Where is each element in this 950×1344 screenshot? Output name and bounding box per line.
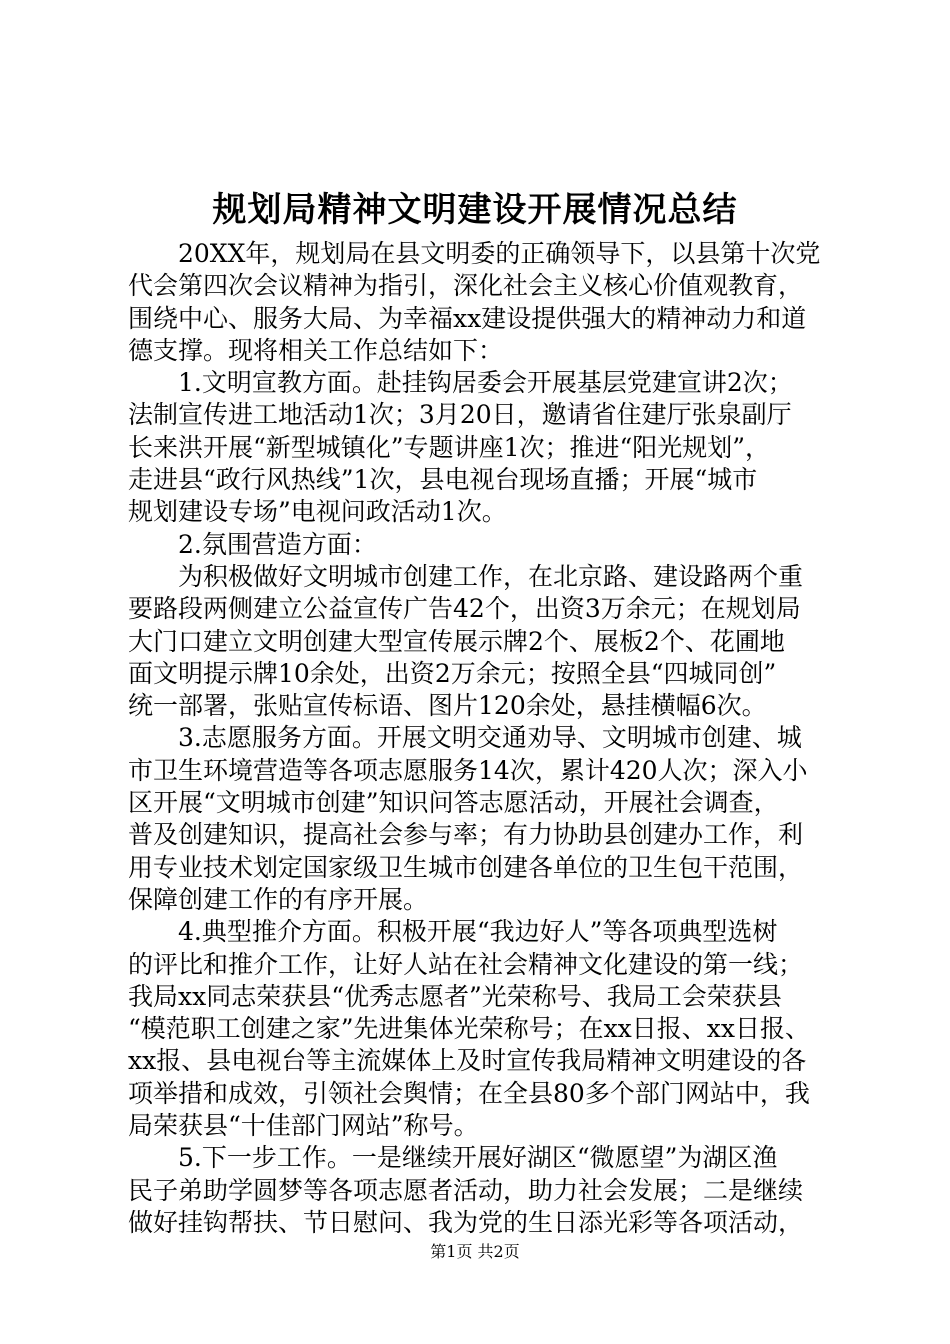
body-line: 民子弟助学圆梦等各项志愿者活动，助力社会发展；二是继续 xyxy=(128,1175,804,1205)
body-line: 规划建设专场”电视问政活动1次。 xyxy=(128,497,507,527)
body-line: 1.文明宣教方面。赴挂钩居委会开展基层党建宣讲2次； xyxy=(128,368,793,398)
body-line: 为积极做好文明城市创建工作，在北京路、建设路两个重 xyxy=(128,561,804,591)
document-title: 规划局精神文明建设开展情况总结 xyxy=(212,190,738,230)
document-body xyxy=(128,238,834,1239)
body-line: “模范职工创建之家”先进集体光荣称号；在xx日报、xx日报、 xyxy=(128,1014,810,1044)
body-line: 2.氛围营造方面： xyxy=(128,529,377,559)
body-line: 区开展“文明城市创建”知识问答志愿活动，开展社会调查， xyxy=(128,788,779,818)
body-line: 3.志愿服务方面。开展文明交通劝导、文明城市创建、城 xyxy=(128,723,802,753)
body-line: 长来洪开展“新型城镇化”专题讲座1次；推进“阳光规划”， xyxy=(128,432,771,462)
body-line: 4.典型推介方面。积极开展“我边好人”等各项典型选树 xyxy=(128,917,778,947)
body-line: 做好挂钩帮扶、节日慰问、我为党的生日添光彩等各项活动， xyxy=(128,1207,804,1237)
body-line: 要路段两侧建立公益宣传广告42个，出资3万余元；在规划局 xyxy=(128,594,801,624)
body-line: 20XX年，规划局在县文明委的正确领导下，以县第十次党 xyxy=(128,239,821,268)
body-line: 法制宣传进工地活动1次；3月20日，邀请省住建厅张泉副厅 xyxy=(128,400,792,430)
body-line: 我局xx同志荣获县“优秀志愿者”光荣称号、我局工会荣获县 xyxy=(128,981,782,1011)
body-line: 围绕中心、服务大局、为幸福xx建设提供强大的精神动力和道 xyxy=(128,303,807,333)
body-line: 德支撑。现将相关工作总结如下： xyxy=(128,335,504,365)
body-line: 普及创建知识，提高社会参与率；有力协助县创建办工作，利 xyxy=(128,820,804,850)
body-line: 5.下一步工作。一是继续开展好湖区“微愿望”为湖区渔 xyxy=(128,1143,778,1173)
body-line: 项举措和成效，引领社会舆情；在全县80多个部门网站中，我 xyxy=(128,1078,810,1108)
body-line: 保障创建工作的有序开展。 xyxy=(128,884,429,914)
body-line: 走进县“政行风热线”1次，县电视台现场直播；开展“城市 xyxy=(128,465,758,495)
body-line: 统一部署，张贴宣传标语、图片120余处，悬挂横幅6次。 xyxy=(128,691,767,721)
body-line: 的评比和推介工作，让好人站在社会精神文化建设的第一线； xyxy=(128,949,804,979)
body-line: 大门口建立文明创建大型宣传展示牌2个、展板2个、花圃地 xyxy=(128,626,785,656)
page-footer: 第1页 共2页 xyxy=(430,1242,520,1261)
body-line: 面文明提示牌10余处，出资2万余元；按照全县“四城同创” xyxy=(128,658,777,688)
body-line: 市卫生环境营造等各项志愿服务14次，累计420人次；深入小 xyxy=(128,755,808,785)
body-line: xx报、县电视台等主流媒体上及时宣传我局精神文明建设的各 xyxy=(128,1046,807,1076)
body-line: 局荣获县“十佳部门网站”称号。 xyxy=(128,1111,479,1141)
body-line: 代会第四次会议精神为指引，深化社会主义核心价值观教育， xyxy=(128,271,804,301)
body-line: 用专业技术划定国家级卫生城市创建各单位的卫生包干范围， xyxy=(128,852,804,882)
